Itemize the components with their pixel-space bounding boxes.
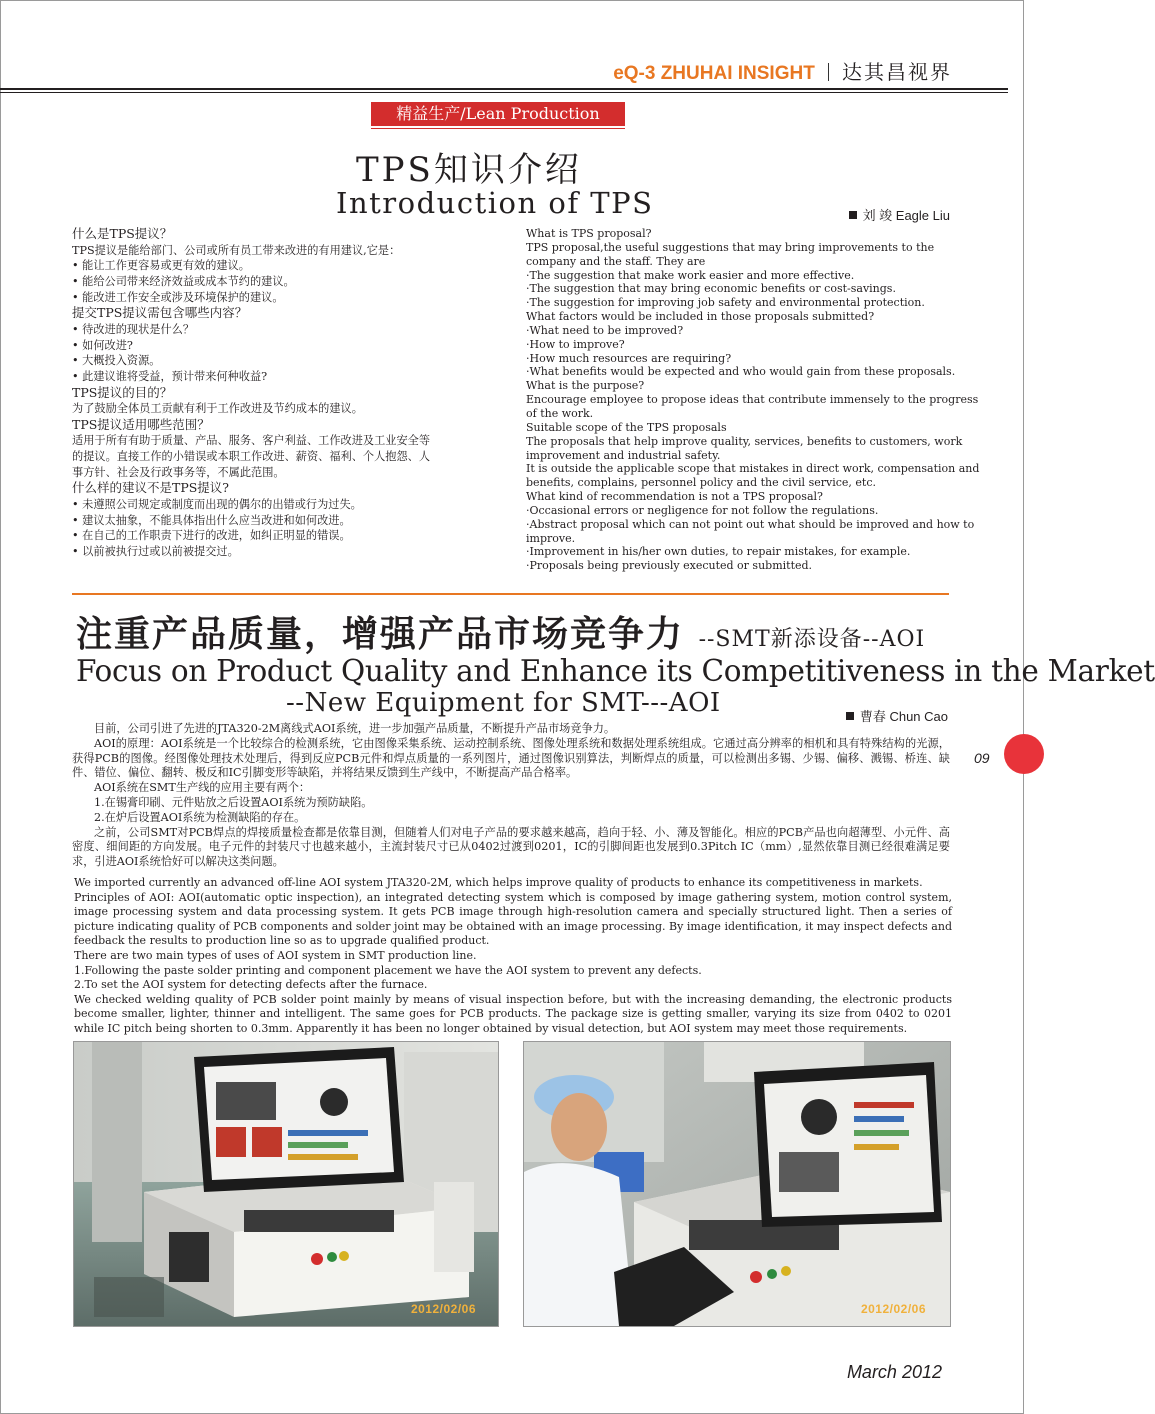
aoi-en-paragraph: 2.To set the AOI system for detecting defects after the furnace. — [74, 978, 428, 992]
brand-en: eQ-3 ZHUHAI INSIGHT — [613, 63, 815, 84]
tps-cn-heading: TPS提议的目的？ — [72, 384, 173, 400]
tps-en-line: ·How to improve? — [526, 337, 625, 351]
tps-en-line: Encourage employee to propose ideas that contribute immensely to the progress — [526, 393, 979, 407]
tps-cn-line: • 未遵照公司规定或制度而出现的偶尔的出错或行为过失。 — [72, 497, 362, 511]
tps-cn-line: • 能让工作更容易或更有效的建议。 — [72, 259, 250, 273]
tps-cn-line: • 在自己的工作职责下进行的改进，如纠正明显的错误。 — [72, 529, 351, 543]
tps-cn-line: • 大概投入资源。 — [72, 354, 161, 368]
aoi-en-paragraph: We checked welding quality of PCB solder point mainly by means of visual inspection before, but with the increasing demanding, the electronic products become smaller, lighter, thinner and intelligent. The same goes for PCB products. The package size is getting smaller, varying its size from 0402 to 0201 while IC pitch being shorten to 0.3mm. Apparently it has been no longer obtained by visual detection, but AOI system may meet those requirements. — [74, 992, 952, 1035]
tps-en-line: company and the staff. They are — [526, 254, 706, 268]
tps-cn-heading: 什么是TPS提议？ — [72, 226, 173, 241]
tps-en-line: It is outside the applicable scope that mistakes in direct work, compensation and — [526, 462, 980, 476]
tps-en-line: ·Abstract proposal which can not point out what should be improved and how to — [526, 517, 975, 531]
tps-en-column — [526, 227, 980, 573]
bullet-square-icon — [849, 211, 857, 219]
aoi-title-cn — [76, 606, 925, 657]
tps-en-line: improvement and industrial safety. — [526, 448, 721, 462]
bullet-square-icon — [846, 712, 854, 720]
tps-cn-line: • 此建议谁将受益，预计带来何种收益? — [72, 369, 268, 383]
aoi-cn-paragraph: AOI系统在SMT生产线的应用主要有两个： — [94, 781, 311, 795]
aoi-en-paragraph: There are two main types of uses of AOI system in SMT production line. — [74, 948, 477, 962]
tps-en-line: ·What need to be improved? — [526, 323, 684, 337]
aoi-cn-paragraph: 1.在锡膏印刷、元件贴放之后设置AOI系统为预防缺陷。 — [94, 795, 373, 809]
tps-cn-heading: 什么样的建议不是TPS提议? — [72, 480, 230, 496]
tps-en-line: ·How much resources are requiring? — [526, 351, 732, 365]
tps-en-line: TPS proposal,the useful suggestions that may bring improvements to the — [526, 240, 935, 254]
aoi-machine-illustration — [74, 1042, 498, 1326]
tps-en-line: of the work. — [526, 406, 594, 420]
header-rule — [0, 88, 1008, 90]
aoi-cn-paragraph: 之前，公司SMT对PCB焊点的焊接质量检查都是依靠目测，但随着人们对电子产品的要求越来越高，趋向于轻、小、薄及智能化。相应的PCB产品也向超薄型、小元件、高密度、细间距的方向发展。电子元件的封装尺寸也越来越小，主流封装尺寸已从0402过渡到0201，IC的引脚间距也发展到0.3Pitch IC（mm）,显然依靠目测已经很难满足要求，引进AOI系统恰好可以解决这类问题。 — [72, 825, 950, 869]
tps-cn-line: • 能给公司带来经济效益或成本节约的建议。 — [72, 274, 295, 288]
tps-en-line: improve. — [526, 531, 576, 545]
tps-cn-column — [72, 226, 502, 560]
tps-title-en: Introduction of TPS — [336, 186, 654, 220]
photo-aoi-operator — [523, 1041, 951, 1327]
aoi-en-paragraph: Principles of AOI: AOI(automatic optic inspection), an integrated detecting system which is composed by image gathering system, motion control system, image processing system and data processing system. It gets PCB image through high-resolution camera and specially structured light. Then a series of picture indicating quality of PCB components and solder joint may be obtained with an image processing. By image identification, it may inspect defects and feedback the results to production line so as to upgrade qualified product. — [74, 890, 952, 948]
aoi-en-paragraph: We imported currently an advanced off-line AOI system JTA320-2M, which helps improve quality of products to enhance its competitiveness in markets. — [74, 876, 923, 889]
section-tag-underline — [371, 128, 625, 129]
tps-cn-line: • 建议太抽象，不能具体指出什么应当改进和如何改进。 — [72, 513, 351, 527]
tps-en-line: ·Improvement in his/her own duties, to repair mistakes, for example. — [526, 545, 911, 559]
aoi-body-en — [74, 876, 952, 1037]
tps-cn-line: 适用于所有有助于质量、产品、服务、客户利益、工作改进及工业安全等 — [72, 434, 431, 448]
tps-en-line: ·Occasional errors or negligence for not follow the regulations. — [526, 503, 879, 517]
photo2-date-stamp: 2012/02/06 — [860, 1302, 926, 1316]
aoi-subtitle-en: --New Equipment for SMT---AOI — [286, 688, 721, 718]
tps-en-line: What is TPS proposal? — [526, 227, 652, 240]
tps-cn-line: • 待改进的现状是什么？ — [72, 322, 195, 336]
tps-cn-line: 事方针、社会及行政事务等，不属此范围。 — [72, 465, 285, 479]
tps-cn-line: • 如何改进? — [72, 338, 133, 352]
aoi-title-cn-main: 注重产品质量，增强产品市场竞争力 — [76, 613, 685, 655]
header-rule-thin — [0, 92, 1008, 93]
tps-en-line: What kind of recommendation is not a TPS proposal? — [526, 490, 823, 504]
brand-divider — [828, 63, 829, 81]
aoi-body-cn — [72, 722, 950, 870]
photo1-date-stamp: 2012/02/06 — [410, 1302, 476, 1316]
tps-cn-line: • 能改进工作安全或涉及环境保护的建议。 — [72, 290, 284, 304]
tps-cn-line: 为了鼓励全体员工贡献有利于工作改进及节约成本的建议。 — [72, 402, 363, 416]
tps-en-line: ·The suggestion for improving job safety and environmental protection. — [526, 296, 925, 310]
tps-author — [849, 205, 950, 224]
tps-cn-heading: TPS提议适用哪些范围？ — [72, 416, 210, 432]
tps-en-line: ·Proposals being previously executed or submitted. — [526, 559, 813, 573]
tps-en-line: The proposals that help improve quality, services, benefits to customers, work — [526, 434, 963, 448]
tps-cn-line: • 以前被执行过或以前被提交过。 — [72, 545, 239, 559]
aoi-author-name: 曹春 Chun Cao — [859, 709, 948, 724]
aoi-operator-illustration — [524, 1042, 950, 1326]
brand-header — [613, 56, 952, 85]
tps-en-line: ·What benefits would be expected and who would gain from these proposals. — [526, 365, 956, 379]
tps-cn-heading: 提交TPS提议需包含哪些内容？ — [72, 305, 248, 321]
aoi-en-paragraph: 1.Following the paste solder printing and component placement we have the AOI system to prevent any defects. — [74, 963, 702, 977]
aoi-title-cn-sub: --SMT新添设备--AOI — [698, 627, 926, 652]
section-divider — [72, 593, 949, 595]
aoi-cn-paragraph: 2.在炉后设置AOI系统为检测缺陷的存在。 — [94, 810, 306, 824]
page-number: 09 — [974, 750, 990, 766]
aoi-title-en: Focus on Product Quality and Enhance its Competitiveness in the Market — [76, 654, 1155, 688]
tps-author-name: 刘 竣 Eagle Liu — [862, 208, 950, 223]
tps-en-line: Suitable scope of the TPS proposals — [526, 420, 727, 434]
tps-en-line: What is the purpose? — [526, 379, 645, 393]
tps-cn-line: 的提议。直接工作的小错误或本职工作改进、薪资、福利、个人抱怨、人 — [72, 450, 431, 464]
photo-aoi-machine — [73, 1041, 499, 1327]
aoi-cn-paragraph: 目前，公司引进了先进的JTA320-2M离线式AOI系统，进一步加强产品质量，不断提升产品市场竞争力。 — [94, 722, 616, 735]
section-tag: 精益生产/Lean Production — [371, 102, 625, 126]
brand-cn: 达其昌视界 — [842, 60, 952, 84]
tps-en-line: ·The suggestion that make work easier and more effective. — [526, 268, 855, 282]
tps-en-line: ·The suggestion that may bring economic benefits or cost-savings. — [526, 282, 896, 296]
tps-cn-line: TPS提议是能给部门、公司或所有员工带来改进的有用建议,它是： — [72, 243, 401, 257]
tps-en-line: benefits, complains, personnel policy and the civil service, etc. — [526, 476, 876, 490]
tps-title-cn: TPS知识介绍 — [356, 150, 582, 190]
tps-en-line: What factors would be included in those proposals submitted? — [526, 310, 875, 324]
page-tab-marker — [1004, 734, 1044, 774]
issue-date: March 2012 — [846, 1362, 942, 1382]
aoi-cn-paragraph: AOI的原理：AOI系统是一个比较综合的检测系统，它由图像采集系统、运动控制系统、图像处理系统和数据处理系统组成。它通过高分辨率的相机和具有特殊结构的光源，获得PCB的图像。经图像处理技术处理后，得到反应PCB元件和焊点质量的一系列图片，通过图像识别算法，判断焊点的质量，可以检测出多锡、少锡、偏移、溅锡、桥连、缺件、错位、偏位、翻转、极反和IC引脚变形等缺陷，并将结果反馈到生产线中，不断提高产品合格率。 — [72, 736, 950, 780]
